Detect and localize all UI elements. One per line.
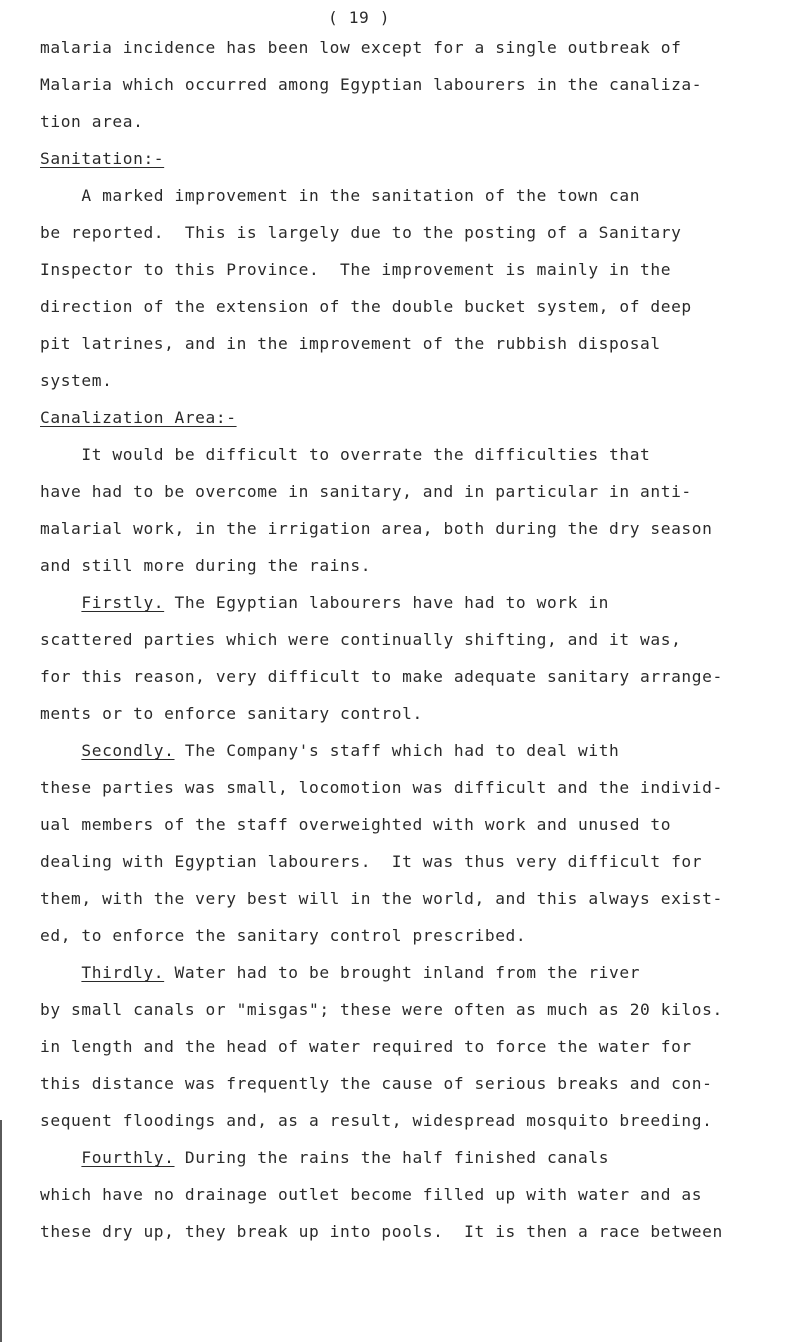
section-heading: Sanitation:-	[40, 149, 165, 168]
line-text: system.	[40, 371, 113, 390]
section-heading: Canalization Area:-	[40, 408, 237, 427]
text-line	[40, 850, 702, 874]
line-text: The Company's staff which had to deal with	[174, 741, 620, 760]
text-line	[40, 1035, 692, 1059]
text-line	[40, 258, 671, 282]
text-line	[40, 776, 723, 800]
text-line	[40, 591, 609, 615]
text-line	[40, 110, 143, 134]
line-text: During the rains the half finished canals	[174, 1148, 610, 1167]
text-line	[40, 1183, 702, 1207]
line-text: The Egyptian labourers have had to work in	[164, 593, 610, 612]
line-text: pit latrines, and in the improvement of the rubbish disposal	[40, 334, 661, 353]
margin-rule	[0, 1120, 2, 1342]
text-line	[40, 73, 702, 97]
line-text: malarial work, in the irrigation area, both during the dry season	[40, 519, 713, 538]
text-line	[40, 1072, 712, 1096]
section-heading: Thirdly.	[81, 963, 165, 982]
line-text: Inspector to this Province. The improvement is mainly in the	[40, 260, 672, 279]
page-number: ( 19 )	[328, 8, 391, 27]
text-line	[40, 665, 723, 689]
line-text: in length and the head of water required to force the water for	[40, 1037, 692, 1056]
line-text: Malaria which occurred among Egyptian labourers in the canaliza-	[40, 75, 703, 94]
line-text: and still more during the rains.	[40, 556, 372, 575]
section-heading: Secondly.	[81, 741, 175, 760]
line-text: scattered parties which were continually shifting, and it was,	[40, 630, 682, 649]
line-text: this distance was frequently the cause of serious breaks and con-	[40, 1074, 713, 1093]
line-text: for this reason, very difficult to make adequate sanitary arrange-	[40, 667, 723, 686]
text-line	[40, 961, 640, 985]
text-line	[40, 702, 423, 726]
line-text: A marked improvement in the sanitation of the town can	[40, 186, 641, 205]
line-text: have had to be overcome in sanitary, and in particular in anti-	[40, 482, 692, 501]
text-line	[40, 184, 640, 208]
text-line	[40, 813, 671, 837]
line-text: Water had to be brought inland from the river	[164, 963, 641, 982]
text-line	[40, 628, 681, 652]
text-line	[40, 517, 712, 541]
text-line	[40, 406, 237, 430]
text-line	[40, 924, 526, 948]
line-text: dealing with Egyptian labourers. It was thus very difficult for	[40, 852, 703, 871]
line-text: ed, to enforce the sanitary control prescribed.	[40, 926, 527, 945]
line-text: these parties was small, locomotion was difficult and the individ-	[40, 778, 723, 797]
text-line	[40, 998, 723, 1022]
section-heading: Firstly.	[81, 593, 165, 612]
line-text: ments or to enforce sanitary control.	[40, 704, 423, 723]
line-text: It would be difficult to overrate the difficulties that	[40, 445, 651, 464]
section-heading: Fourthly.	[81, 1148, 175, 1167]
text-line	[40, 480, 692, 504]
text-line	[40, 369, 112, 393]
line-text: these dry up, they break up into pools. It is then a race between	[40, 1222, 723, 1241]
text-line	[40, 36, 681, 60]
line-text: tion area.	[40, 112, 144, 131]
text-line	[40, 887, 723, 911]
line-text: direction of the extension of the double bucket system, of deep	[40, 297, 692, 316]
text-line	[40, 739, 619, 763]
text-line	[40, 443, 650, 467]
line-text: be reported. This is largely due to the posting of a Sanitary	[40, 223, 682, 242]
text-line	[40, 221, 681, 245]
text-line	[40, 1220, 723, 1244]
text-line	[40, 332, 661, 356]
line-text: them, with the very best will in the world, and this always exist-	[40, 889, 723, 908]
line-text: malaria incidence has been low except for a single outbreak of	[40, 38, 682, 57]
line-text: which have no drainage outlet become filled up with water and as	[40, 1185, 703, 1204]
text-line	[40, 554, 371, 578]
text-line	[40, 1109, 712, 1133]
text-line	[40, 147, 164, 171]
line-text: sequent floodings and, as a result, widespread mosquito breeding.	[40, 1111, 713, 1130]
line-text: by small canals or "misgas"; these were often as much as 20 kilos.	[40, 1000, 723, 1019]
text-line	[40, 1146, 609, 1170]
text-line	[40, 295, 692, 319]
line-text: ual members of the staff overweighted with work and unused to	[40, 815, 672, 834]
